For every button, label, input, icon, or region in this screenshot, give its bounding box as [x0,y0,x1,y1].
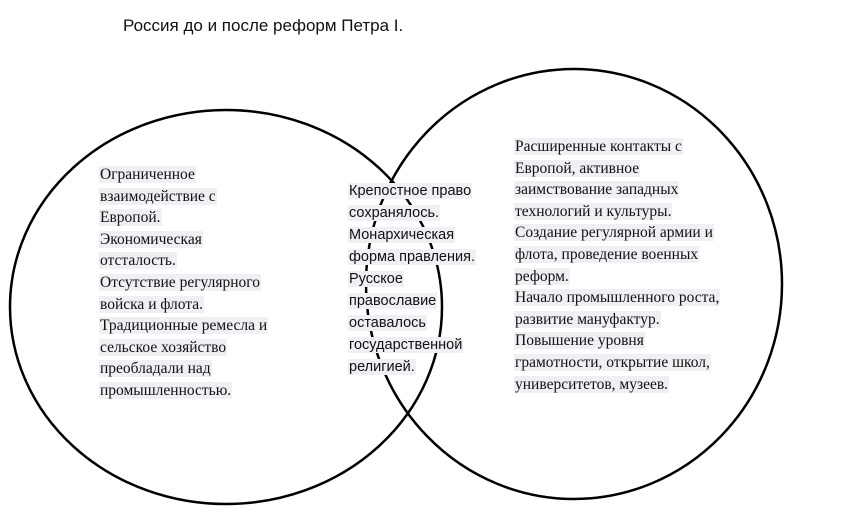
left-text-line: промышленностью. [100,381,232,399]
left-text-line: Экономическая [100,230,202,248]
right-text-line: Расширенные контакты с [515,138,682,155]
overlap-text [348,180,498,378]
overlap-text-line: оставалось [349,315,426,331]
right-text-line: Начало промышленного роста, [515,289,720,307]
overlap-text-line: форма правления. [349,249,475,265]
right-text-line: флота, проведение военных [515,245,699,263]
overlap-text-line: Русское [349,271,403,287]
overlap-text-line: Монархическая [349,227,455,243]
left-text-line: войска и флота. [100,295,204,313]
overlap-text-line: сохранялось. [349,205,440,221]
right-text-line: Повышение уровня [515,332,644,350]
right-text-line: грамотности, открытие школ, [515,353,710,371]
right-text-line: заимствование западных [515,181,679,199]
right-text-line: развитие мануфактур. [515,310,660,328]
overlap-text-line: православие [349,293,437,309]
left-text-line: Традиционные ремесла и [100,317,268,335]
left-text-line: взаимодействие с [100,187,216,205]
overlap-text-line: религией. [349,359,415,375]
right-text-line: Создание регулярной армии и [515,224,713,242]
right-text-line: реформ. [515,267,569,285]
left-text-line: преобладали над [100,360,211,378]
left-text-line: сельское хозяйство [100,338,227,356]
left-text-line: Европой. [100,209,161,227]
left-circle-text [99,164,314,402]
diagram-title: Россия до и после реформ Петра I. [123,16,404,35]
overlap-text-line: государственной [349,337,463,353]
right-text-line: университетов, музеев. [515,375,669,393]
left-text-line: Ограниченное [100,166,195,183]
overlap-text-line: Крепостное право [349,183,472,199]
right-circle-text [514,136,764,395]
right-text-line: Европой, активное [515,159,640,177]
left-text-line: Отсутствие регулярного [100,273,261,291]
left-text-line: отсталость. [100,252,176,270]
right-text-line: технологий и культуры. [515,202,672,220]
